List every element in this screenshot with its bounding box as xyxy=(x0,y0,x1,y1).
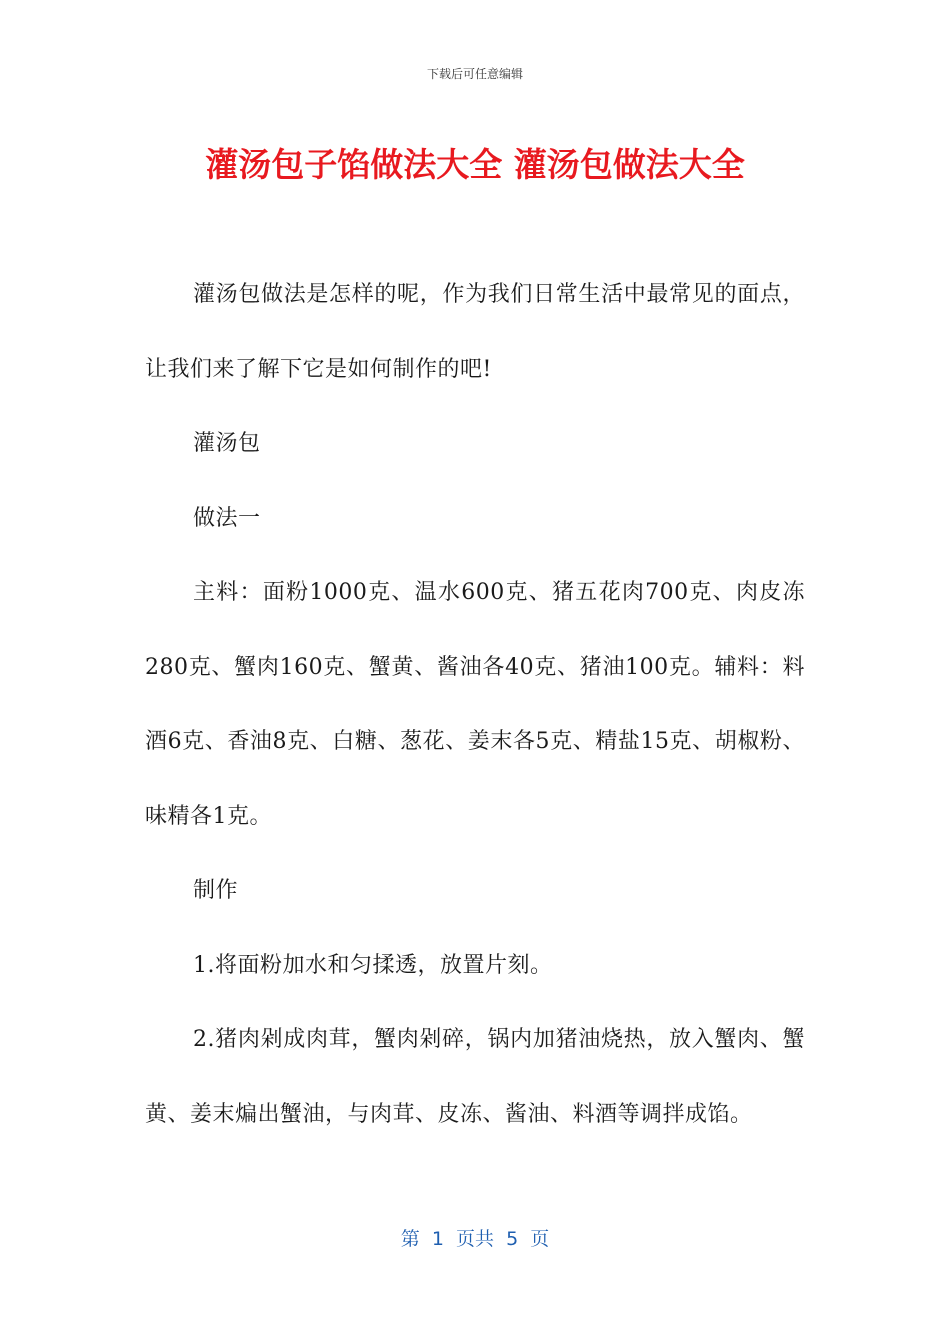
document-title: 灌汤包子馅做法大全 灌汤包做法大全 xyxy=(205,145,745,184)
step-2-paragraph: 2.猪肉剁成肉茸，蟹肉剁碎，锅内加猪油烧热，放入蟹肉、蟹黄、姜末煸出蟹油，与肉茸、皮冻、酱油、料酒等调拌成馅。 xyxy=(145,1027,805,1127)
section-heading-guantangbao: 灌汤包 xyxy=(193,431,261,456)
header-note: 下载后可任意编辑 xyxy=(426,67,523,81)
step-1-paragraph: 1.将面粉加水和匀揉透，放置片刻。 xyxy=(193,952,553,978)
page-number: 第 1 页共 5 页 xyxy=(400,1228,550,1250)
document-body xyxy=(145,258,805,1152)
intro-paragraph: 灌汤包做法是怎样的呢，作为我们日常生活中最常见的面点，让我们来了解下它是如何制作的吧! xyxy=(145,282,805,382)
section-heading-method-one: 做法一 xyxy=(193,505,261,531)
ingredients-paragraph: 主料：面粉1000克、温水600克、猪五花肉700克、肉皮冻280克、蟹肉160克、蟹黄、酱油各40克、猪油100克。辅料：料酒6克、香油8克、白糖、葱花、姜末各5克、精盐15克、胡椒粉、味精各1克。 xyxy=(145,580,805,829)
section-heading-preparation: 制作 xyxy=(193,878,239,903)
